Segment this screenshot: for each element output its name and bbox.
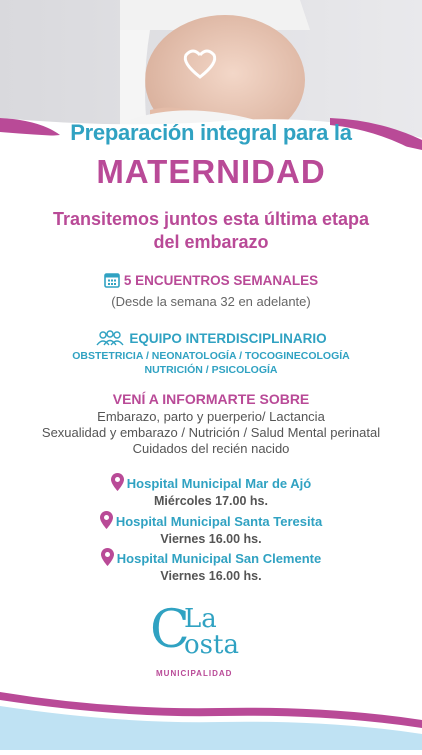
hero-photo xyxy=(0,0,422,175)
hospital-schedule: Viernes 16.00 hs. xyxy=(160,532,262,546)
hospital-schedule: Miércoles 17.00 hs. xyxy=(154,494,268,508)
topic-item: Sexualidad y embarazo / Nutrición / Salud Mental perinatal xyxy=(41,425,381,440)
hospital-santa-teresita xyxy=(0,511,422,546)
topic-item: Cuidados del recién nacido xyxy=(132,441,290,456)
subtitle xyxy=(0,208,422,254)
title-line-1: Preparación integral para la xyxy=(70,120,352,145)
logo-la: La xyxy=(184,604,217,634)
calendar-icon xyxy=(104,272,120,291)
hospital-schedule: Viernes 16.00 hs. xyxy=(160,569,262,583)
encuentros-label: 5 ENCUENTROS SEMANALES xyxy=(123,273,319,288)
encuentros-note: (Desde la semana 32 en adelante) xyxy=(111,294,311,309)
people-icon xyxy=(95,330,125,349)
location-pin-icon xyxy=(101,548,114,569)
hospital-name: Hospital Municipal Santa Teresita xyxy=(115,514,323,529)
subtitle-line-1: Transitemos juntos esta última etapa xyxy=(52,209,370,229)
hospital-name: Hospital Municipal San Clemente xyxy=(116,551,322,566)
logo-osta: osta xyxy=(184,630,239,660)
logo-municipalidad: MUNICIPALIDAD xyxy=(156,669,233,678)
title-main: MATERNIDAD xyxy=(96,153,326,190)
logo-letter-c: C xyxy=(150,600,190,660)
encuentros-row xyxy=(0,272,422,291)
hospital-mar-de-ajo xyxy=(0,473,422,508)
specialties-line-2: NUTRICIÓN / PSICOLOGÍA xyxy=(144,364,278,376)
equipo-label: EQUIPO INTERDISCIPLINARIO xyxy=(129,331,327,346)
hospital-san-clemente xyxy=(0,548,422,583)
subtitle-line-2: del embarazo xyxy=(153,232,269,252)
footer-wave xyxy=(0,670,422,750)
location-pin-icon xyxy=(100,511,113,532)
specialties-line-1: OBSTETRICIA / NEONATOLOGÍA / TOCOGINECOLOGÍA xyxy=(72,350,350,362)
location-pin-icon xyxy=(111,473,124,494)
equipo-row xyxy=(0,330,422,349)
topic-item: Embarazo, parto y puerperio/ Lactancia xyxy=(97,409,325,424)
info-heading: VENÍ A INFORMARTE SOBRE xyxy=(112,391,310,407)
hospital-name: Hospital Municipal Mar de Ajó xyxy=(126,476,312,491)
